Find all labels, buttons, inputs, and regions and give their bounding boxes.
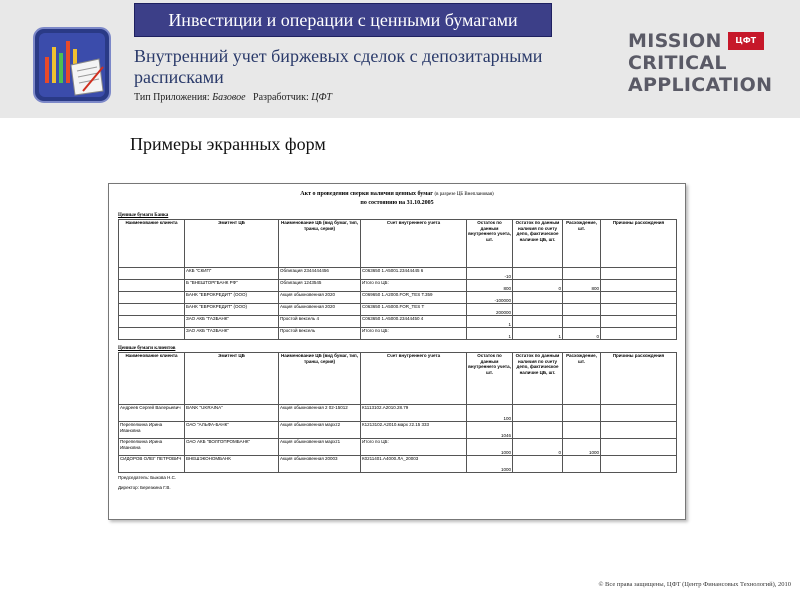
table-cell bbox=[119, 292, 185, 304]
table-cell bbox=[563, 304, 601, 316]
table-cell bbox=[601, 328, 677, 340]
table-cell: БАНК "ЕВРОКРЕДИТ" (ООО) bbox=[185, 292, 279, 304]
table-cell bbox=[601, 304, 677, 316]
bank-section-label: Ценные бумаги Банка bbox=[118, 213, 169, 218]
table-cell: -100000 bbox=[467, 292, 513, 304]
table-cell bbox=[119, 328, 185, 340]
table-cell: ЗАО АКБ "ГАЗБАНК" bbox=[185, 328, 279, 340]
col-header: Наименование клиента bbox=[119, 353, 185, 405]
table-cell: Простой вексель bbox=[279, 328, 361, 340]
table-row bbox=[119, 439, 677, 456]
table-cell bbox=[513, 304, 563, 316]
table-cell bbox=[563, 316, 601, 328]
client-table-header bbox=[119, 353, 677, 405]
table-cell bbox=[563, 422, 601, 439]
col-header: Наименование ЦБ (вид бумаг, тип, транш, серия) bbox=[279, 353, 361, 405]
client-table bbox=[118, 352, 677, 473]
table-row bbox=[119, 268, 677, 280]
table-cell bbox=[563, 456, 601, 473]
table-cell bbox=[513, 268, 563, 280]
col-header: Остаток по данным наличия по счету депо, фактическое наличие ЦБ, шт. bbox=[513, 353, 563, 405]
table-cell: 1000 bbox=[467, 456, 513, 473]
table-cell: Облигация 2344444456 bbox=[279, 268, 361, 280]
logo-line3: APPLICATION bbox=[628, 74, 773, 96]
table-cell: 0 bbox=[563, 328, 601, 340]
table-cell: Облигация 1243545 bbox=[279, 280, 361, 292]
table-cell: Перепелкина Ирина Ивановна bbox=[119, 439, 185, 456]
table-cell: ВНЕШЭКОНОМБАНК bbox=[185, 456, 279, 473]
table-cell: Итого по ЦБ: bbox=[361, 439, 467, 456]
col-header: Расхождение, шт. bbox=[563, 353, 601, 405]
table-cell: 1000 bbox=[563, 439, 601, 456]
table-cell: Акция обыкновенная 2020 bbox=[279, 304, 361, 316]
bank-table-body bbox=[119, 268, 677, 340]
client-section-label: Ценные бумаги клиентов bbox=[118, 346, 176, 351]
table-cell: BANK "UKRAINA" bbox=[185, 405, 279, 422]
table-cell: Перепелкина Ирина Ивановна bbox=[119, 422, 185, 439]
table-cell bbox=[563, 268, 601, 280]
table-cell: Акция обыкновенная мархz2 bbox=[279, 422, 361, 439]
table-cell bbox=[119, 304, 185, 316]
col-header: Эмитент ЦБ bbox=[185, 220, 279, 268]
table-cell: Б "ВНЕШТОРГБАНК РФ" bbox=[185, 280, 279, 292]
table-cell: 0 bbox=[513, 280, 563, 292]
app-chart-icon bbox=[33, 27, 111, 103]
col-header: Счет внутреннего учета bbox=[361, 220, 467, 268]
table-cell bbox=[119, 316, 185, 328]
table-cell bbox=[563, 292, 601, 304]
table-cell bbox=[601, 422, 677, 439]
table-cell: 1046 bbox=[467, 422, 513, 439]
doc-date: по состоянию на 31.10.2005 bbox=[360, 200, 434, 206]
table-cell: ОАО АКБ "ВОЛГОПРОМБАНК" bbox=[185, 439, 279, 456]
col-header: Остаток по данным внутреннего учета, шт. bbox=[467, 220, 513, 268]
table-cell: 1000 bbox=[467, 439, 513, 456]
table-row bbox=[119, 304, 677, 316]
table-cell: АКБ "СКИП" bbox=[185, 268, 279, 280]
col-header: Наименование ЦБ (вид бумаг, тип, транш, серия) bbox=[279, 220, 361, 268]
table-cell: 200000 bbox=[467, 304, 513, 316]
col-header: Счет внутреннего учета bbox=[361, 353, 467, 405]
table-cell bbox=[601, 456, 677, 473]
table-cell bbox=[601, 280, 677, 292]
table-cell: 1 bbox=[467, 328, 513, 340]
table-cell: 1 bbox=[467, 316, 513, 328]
type-value: Базовое bbox=[212, 92, 246, 103]
table-cell bbox=[119, 280, 185, 292]
table-cell: 1 bbox=[513, 328, 563, 340]
document-preview bbox=[108, 183, 686, 520]
table-cell: Акция обыкновенная 20003 bbox=[279, 456, 361, 473]
table-cell: С069650 1.А2000.FOR_TES T.359 bbox=[361, 292, 467, 304]
table-cell bbox=[513, 316, 563, 328]
table-row bbox=[119, 456, 677, 473]
table-cell: К1213102.А2010.марх z2.15 333 bbox=[361, 422, 467, 439]
table-cell: 800 bbox=[563, 280, 601, 292]
table-cell bbox=[601, 268, 677, 280]
table-row bbox=[119, 280, 677, 292]
table-cell: Итого по ЦБ: bbox=[361, 280, 467, 292]
dev-value: ЦФТ bbox=[311, 92, 332, 103]
col-header: Эмитент ЦБ bbox=[185, 353, 279, 405]
table-cell bbox=[601, 439, 677, 456]
table-cell bbox=[513, 422, 563, 439]
table-cell: ЗАО АКБ "ГАЗБАНК" bbox=[185, 316, 279, 328]
table-cell: С063650 1.А5000.FOR_TES T bbox=[361, 304, 467, 316]
table-cell: Итого по ЦБ: bbox=[361, 328, 467, 340]
table-cell bbox=[119, 268, 185, 280]
doc-title: Акт о проведении сверки наличия ценных бумаг (в разрезе ЦБ Внеплановая) по состоянию на 31.10.2005 bbox=[300, 191, 494, 206]
copyright: © Все права защищены, ЦФТ (Центр Финансовых Технологий), 2010 bbox=[598, 581, 791, 588]
table-row bbox=[119, 422, 677, 439]
table-cell bbox=[513, 292, 563, 304]
chairman-signature: Председатель: Быкова Н.С. bbox=[118, 475, 177, 480]
logo-line1: MISSION bbox=[628, 30, 722, 52]
table-cell bbox=[601, 405, 677, 422]
col-header: Причины расхождения bbox=[601, 220, 677, 268]
table-cell: СИДОРОВ ОЛЕГ ПЕТРОВИЧ bbox=[119, 456, 185, 473]
table-cell bbox=[513, 456, 563, 473]
col-header: Расхождение, шт. bbox=[563, 220, 601, 268]
logo-line2: CRITICAL bbox=[628, 52, 727, 74]
table-cell: Акция обыкновенная 2 02-15012 bbox=[279, 405, 361, 422]
table-row bbox=[119, 316, 677, 328]
table-cell bbox=[601, 316, 677, 328]
table-cell: ОАО "АЛЬФА-БАНК" bbox=[185, 422, 279, 439]
section-title: Примеры экранных форм bbox=[130, 134, 326, 154]
client-table-body bbox=[119, 405, 677, 473]
table-cell: Акция обыкновенная 2020 bbox=[279, 292, 361, 304]
table-cell: С063650 1.А5000.23444450 4 bbox=[361, 316, 467, 328]
cft-badge: ЦФТ bbox=[728, 32, 764, 50]
col-header: Причины расхождения bbox=[601, 353, 677, 405]
table-cell: С063650 1.А5001.23444445 6 bbox=[361, 268, 467, 280]
page-subtitle: Внутренний учет биржевых сделок с депозитарными расписками bbox=[134, 46, 543, 87]
page-title: Инвестиции и операции с ценными бумагами bbox=[168, 9, 518, 30]
type-label: Тип Приложения: bbox=[134, 92, 210, 103]
title-bar bbox=[134, 3, 552, 37]
table-cell: К0211401.А4000.ЛА_20003 bbox=[361, 456, 467, 473]
col-header: Наименование клиента bbox=[119, 220, 185, 268]
mission-critical-logo bbox=[628, 30, 772, 96]
table-cell bbox=[601, 292, 677, 304]
bank-table-header bbox=[119, 220, 677, 268]
director-signature: Директор: Березкина Г.В. bbox=[118, 485, 171, 490]
table-cell bbox=[563, 405, 601, 422]
table-row bbox=[119, 328, 677, 340]
bank-table bbox=[118, 219, 677, 340]
table-cell: Простой вексель 4 bbox=[279, 316, 361, 328]
table-cell: 100 bbox=[467, 405, 513, 422]
table-cell: 800 bbox=[467, 280, 513, 292]
table-row bbox=[119, 292, 677, 304]
table-cell: К1113102.А2010.28.79 bbox=[361, 405, 467, 422]
col-header: Остаток по данным наличия по счету депо, фактическое наличие ЦБ, шт. bbox=[513, 220, 563, 268]
dev-label: Разработчик: bbox=[253, 92, 309, 103]
table-row bbox=[119, 405, 677, 422]
table-cell: БАНК "ЕВРОКРЕДИТ" (ООО) bbox=[185, 304, 279, 316]
table-cell: -10 bbox=[467, 268, 513, 280]
col-header: Остаток по данным внутреннего учета, шт. bbox=[467, 353, 513, 405]
table-cell: Акция обыкновенная мархz1 bbox=[279, 439, 361, 456]
table-cell: Андреев Сергей Валерьевич bbox=[119, 405, 185, 422]
app-meta bbox=[134, 92, 332, 103]
table-cell: 0 bbox=[513, 439, 563, 456]
table-cell bbox=[513, 405, 563, 422]
